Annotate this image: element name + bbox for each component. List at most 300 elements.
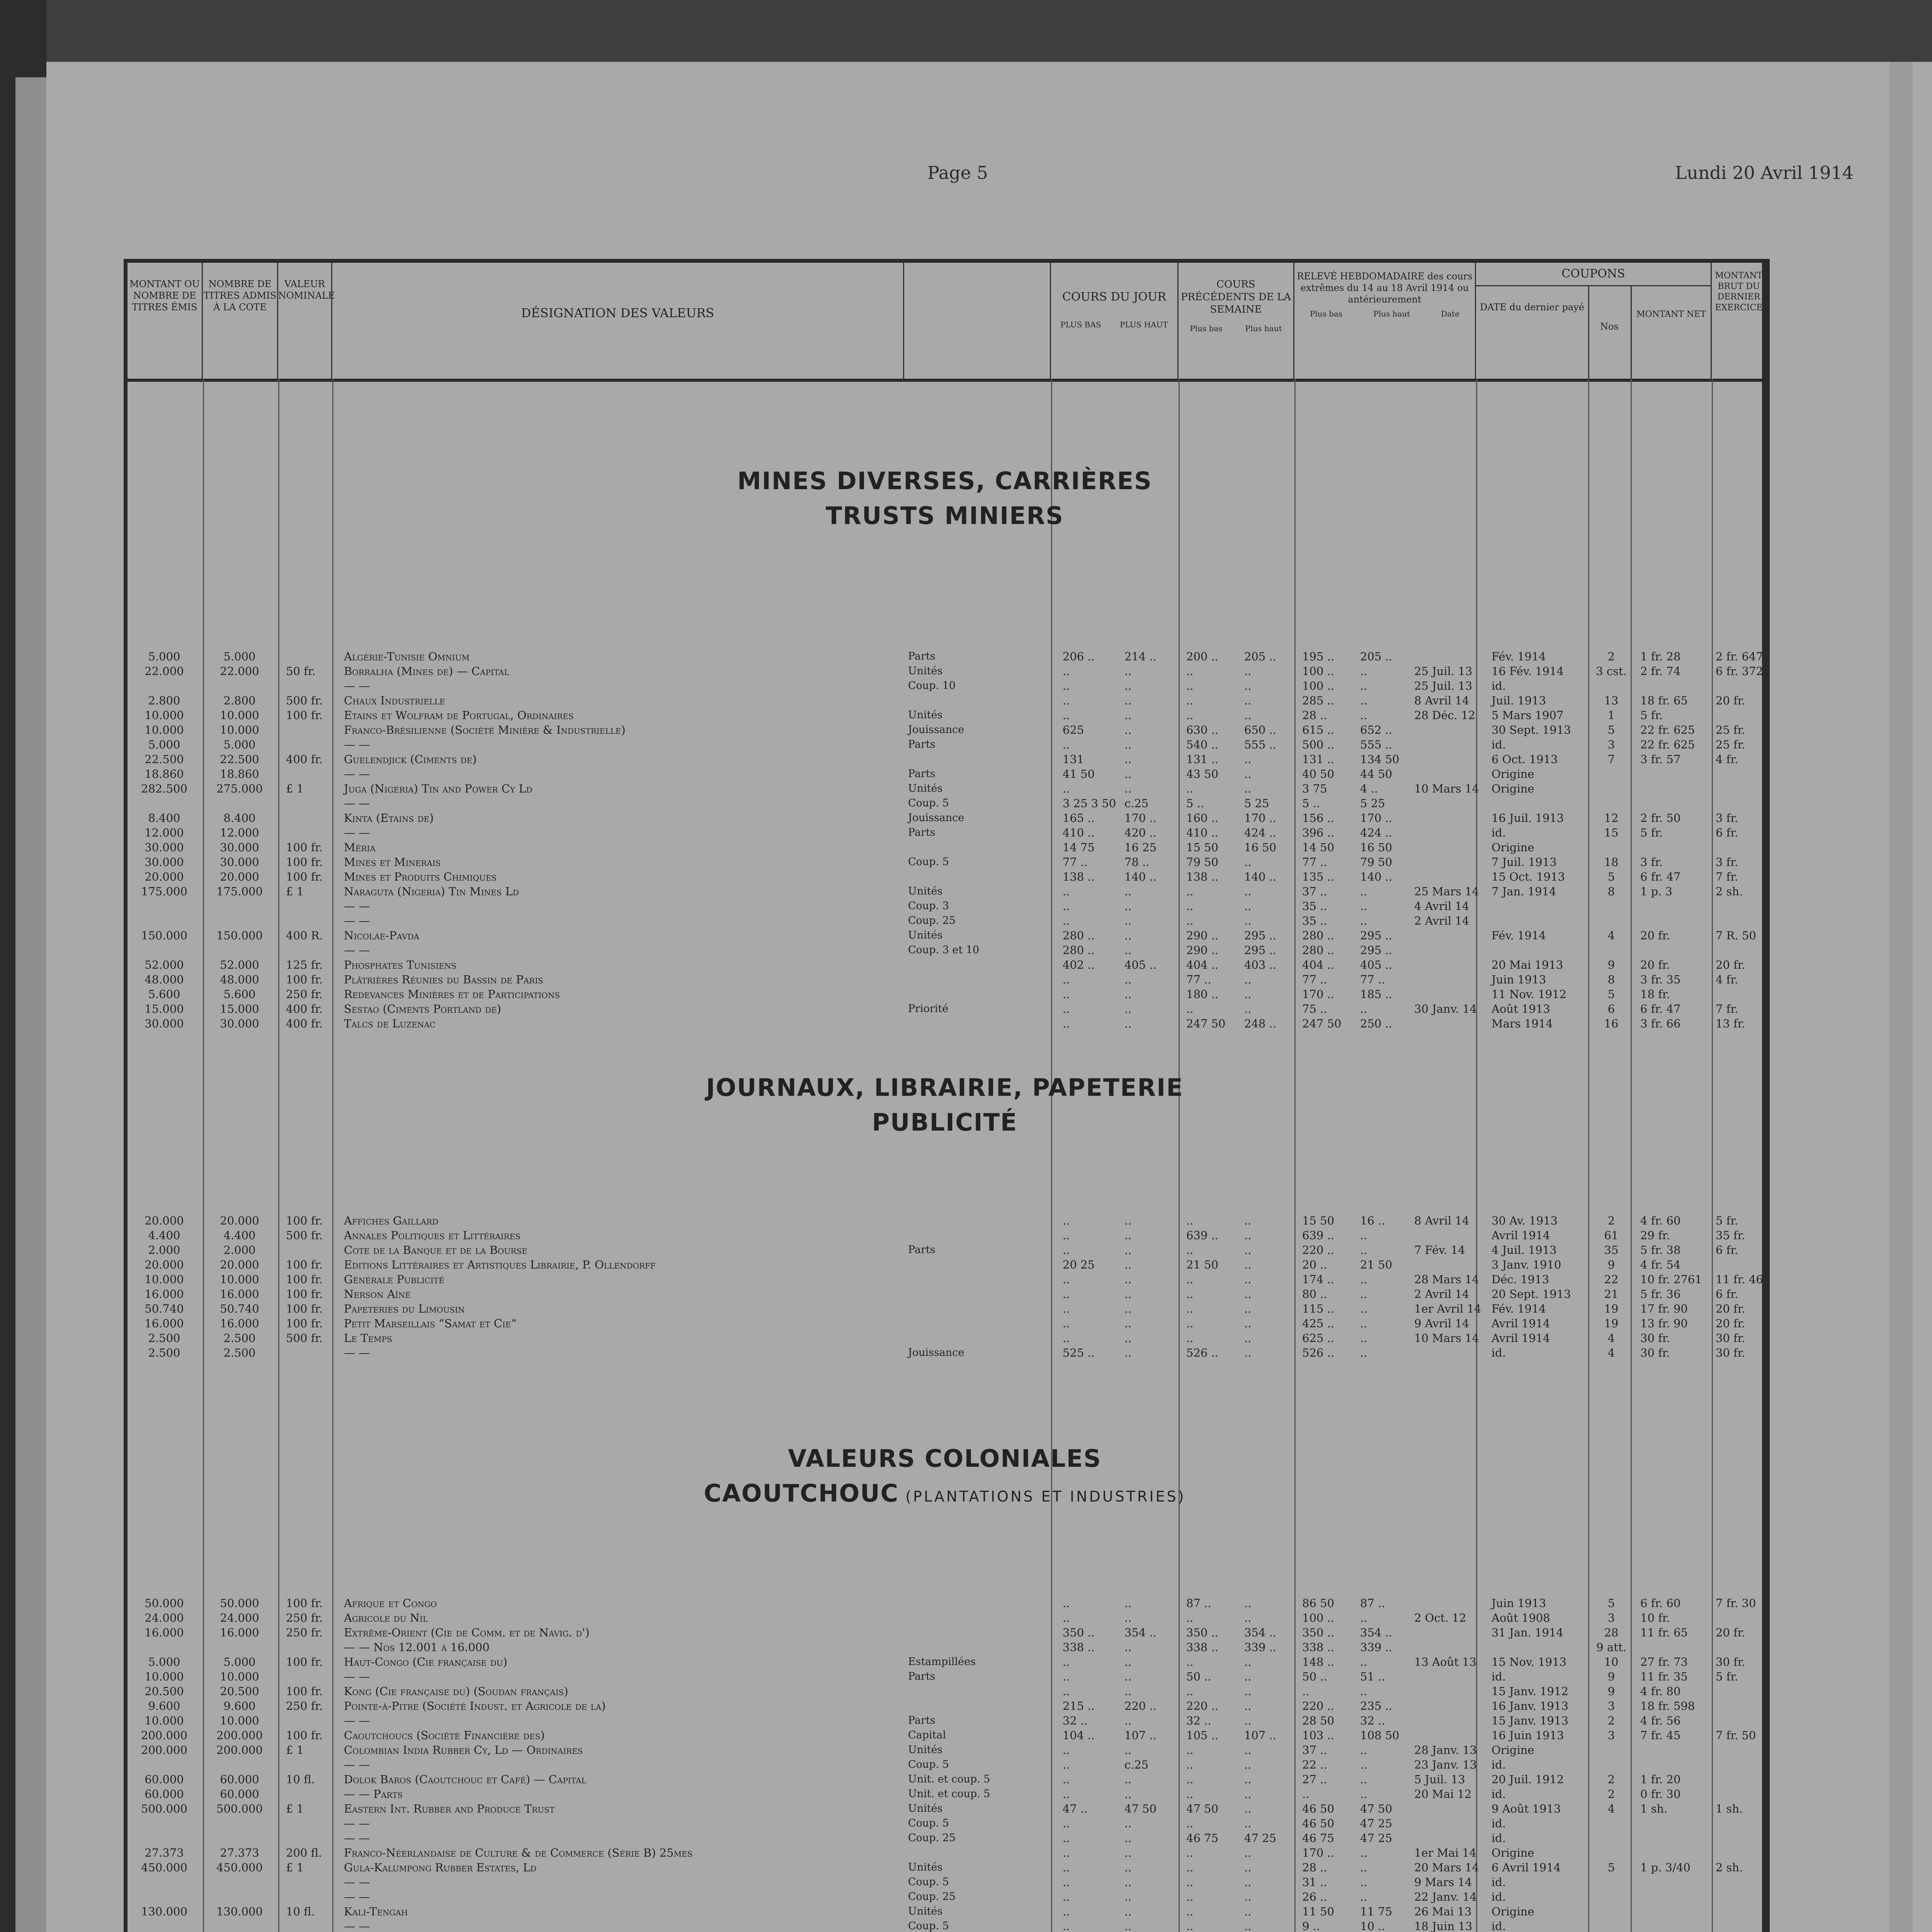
cell-montant: 24.000 bbox=[145, 1611, 184, 1624]
table-row bbox=[128, 899, 1762, 913]
cell-coupon-date: 15 Oct. 1913 bbox=[1492, 870, 1565, 883]
cell-coupon-net: 4 fr. 80 bbox=[1640, 1685, 1681, 1698]
cell-brut: 2 fr. 647 bbox=[1716, 650, 1763, 663]
cell-rel-bas: 27 .. bbox=[1302, 1773, 1327, 1786]
cell-designation: — — bbox=[344, 944, 370, 957]
cell-montant: 20.000 bbox=[145, 1214, 184, 1227]
cell-rel-haut: .. bbox=[1360, 1846, 1367, 1859]
cell-prec-bas: .. bbox=[1186, 1287, 1194, 1301]
cell-designation: Sestao (Ciments Portland de) bbox=[344, 1002, 502, 1015]
cell-brut: 30 fr. bbox=[1716, 1332, 1745, 1345]
cell-prec-bas: .. bbox=[1186, 1273, 1194, 1286]
cell-categorie: Unit. et coup. 5 bbox=[908, 1788, 990, 1800]
cell-valeur: 500 fr. bbox=[286, 694, 323, 707]
cell-rel-bas: 14 50 bbox=[1302, 841, 1335, 854]
cell-jour-bas: .. bbox=[1063, 1597, 1070, 1610]
cell-coupon-net: 1 fr. 20 bbox=[1640, 1773, 1681, 1786]
cell-rel-date: 28 Déc. 12 bbox=[1414, 709, 1476, 722]
cell-rel-bas: 404 .. bbox=[1302, 958, 1335, 971]
cell-categorie: Unités bbox=[908, 929, 943, 941]
cell-coupon-numero: 12 bbox=[1604, 811, 1619, 825]
cell-rel-bas: 350 .. bbox=[1302, 1626, 1335, 1639]
cell-coupon-net: 17 fr. 90 bbox=[1640, 1302, 1688, 1315]
cell-coupon-net: 2 fr. 50 bbox=[1640, 811, 1681, 825]
table-row bbox=[128, 1919, 1762, 1932]
cell-coupon-net: 1 p. 3 bbox=[1640, 885, 1673, 898]
cell-designation: Extrême-Orient (Cie de Comm. et de Navig. d') bbox=[344, 1626, 590, 1639]
cell-brut: 25 fr. bbox=[1716, 738, 1745, 751]
section-title bbox=[128, 464, 1762, 533]
cell-jour-haut: 420 .. bbox=[1124, 826, 1157, 839]
cell-coupon-date: 15 Janv. 1912 bbox=[1492, 1685, 1568, 1698]
cell-prec-bas: 180 .. bbox=[1186, 988, 1219, 1001]
cell-prec-bas: 79 50 bbox=[1186, 855, 1219, 869]
cell-nombre: 10.000 bbox=[220, 1670, 259, 1683]
cell-coupon-date: 7 Jan. 1914 bbox=[1492, 885, 1556, 898]
cours-jour-bas: PLUS BAS bbox=[1060, 320, 1101, 329]
cell-nombre: 20.000 bbox=[220, 1258, 259, 1271]
cell-rel-haut: 47 25 bbox=[1360, 1817, 1393, 1830]
cell-valeur: 250 fr. bbox=[286, 988, 323, 1001]
cell-nombre: 27.373 bbox=[220, 1846, 259, 1859]
cell-rel-bas: 9 .. bbox=[1302, 1920, 1320, 1932]
cell-jour-haut: 170 .. bbox=[1124, 811, 1157, 825]
cell-brut: 30 fr. bbox=[1716, 1346, 1745, 1359]
cell-jour-haut: .. bbox=[1124, 973, 1132, 986]
cell-brut: 13 fr. bbox=[1716, 1017, 1745, 1030]
cell-rel-bas: 639 .. bbox=[1302, 1229, 1335, 1242]
cell-jour-bas: .. bbox=[1063, 694, 1070, 707]
cell-coupon-net: 4 fr. 56 bbox=[1640, 1714, 1681, 1727]
col-designation: DÉSIGNATION DES VALEURS bbox=[332, 263, 904, 379]
cell-coupon-net: 11 fr. 65 bbox=[1640, 1626, 1688, 1639]
cell-prec-bas: 138 .. bbox=[1186, 870, 1219, 883]
cell-prec-haut: 424 .. bbox=[1244, 826, 1277, 839]
cell-prec-haut: 140 .. bbox=[1244, 870, 1277, 883]
cell-rel-haut: 555 .. bbox=[1360, 738, 1393, 751]
cell-jour-haut: .. bbox=[1124, 1846, 1132, 1859]
page-edge-shadow bbox=[1889, 62, 1913, 1932]
cell-prec-haut: .. bbox=[1244, 1699, 1252, 1713]
quotations-table bbox=[124, 259, 1770, 1932]
table-row bbox=[128, 1228, 1762, 1243]
cell-valeur: 200 fl. bbox=[286, 1846, 322, 1859]
cell-prec-bas: .. bbox=[1186, 914, 1194, 927]
table-row bbox=[128, 649, 1762, 664]
cell-rel-bas: 526 .. bbox=[1302, 1346, 1335, 1359]
cell-coupon-date: 15 Janv. 1913 bbox=[1492, 1714, 1568, 1727]
cell-rel-haut: .. bbox=[1360, 1773, 1367, 1786]
cell-jour-haut: .. bbox=[1124, 1743, 1132, 1757]
cell-rel-haut: .. bbox=[1360, 1611, 1367, 1624]
cell-coupon-date: id. bbox=[1492, 1920, 1506, 1932]
cell-rel-bas: 75 .. bbox=[1302, 1002, 1327, 1015]
cell-prec-haut: .. bbox=[1244, 1332, 1252, 1345]
cell-coupon-date: id. bbox=[1492, 1832, 1506, 1845]
cell-rel-bas: 115 .. bbox=[1302, 1302, 1335, 1315]
cell-rel-bas: 35 .. bbox=[1302, 914, 1327, 927]
cell-coupon-net: 5 fr. bbox=[1640, 709, 1663, 722]
cell-jour-haut: 107 .. bbox=[1124, 1729, 1157, 1742]
cell-brut: 5 fr. bbox=[1716, 1670, 1738, 1683]
cell-jour-bas: 338 .. bbox=[1063, 1641, 1095, 1654]
cell-rel-haut: 47 25 bbox=[1360, 1832, 1393, 1845]
cell-coupon-net: 1 fr. 28 bbox=[1640, 650, 1681, 663]
cell-rel-haut: 10 .. bbox=[1360, 1920, 1385, 1932]
table-row bbox=[128, 767, 1762, 781]
cell-brut: 7 fr. bbox=[1716, 870, 1738, 883]
cell-brut: 20 fr. bbox=[1716, 1302, 1745, 1315]
cell-jour-haut: .. bbox=[1124, 1655, 1132, 1668]
cell-jour-bas: 47 .. bbox=[1063, 1802, 1088, 1815]
cell-designation: Talcs de Luzenac bbox=[344, 1017, 435, 1030]
cell-coupon-numero: 28 bbox=[1604, 1626, 1619, 1639]
cell-jour-bas: .. bbox=[1063, 1861, 1070, 1874]
cell-jour-bas: 104 .. bbox=[1063, 1729, 1095, 1742]
cell-jour-bas: .. bbox=[1063, 709, 1070, 722]
cell-rel-haut: 51 .. bbox=[1360, 1670, 1385, 1683]
cell-prec-haut: .. bbox=[1244, 1302, 1252, 1315]
table-row bbox=[128, 1816, 1762, 1831]
cell-prec-bas: 247 50 bbox=[1186, 1017, 1226, 1030]
cell-rel-date: 9 Mars 14 bbox=[1414, 1876, 1472, 1889]
cell-rel-haut: .. bbox=[1360, 1346, 1367, 1359]
cours-jour-label: COURS DU JOUR bbox=[1062, 290, 1166, 304]
table-row bbox=[128, 825, 1762, 840]
cell-nombre: 2.800 bbox=[223, 694, 256, 707]
cell-coupon-date: Origine bbox=[1492, 1743, 1534, 1757]
cell-coupon-numero: 8 bbox=[1607, 885, 1615, 898]
table-row bbox=[128, 693, 1762, 708]
cell-jour-bas: .. bbox=[1063, 1832, 1070, 1845]
cell-rel-date: 26 Mai 13 bbox=[1414, 1905, 1472, 1918]
cell-rel-haut: 16 50 bbox=[1360, 841, 1393, 854]
cell-valeur: 100 fr. bbox=[286, 1258, 323, 1271]
cell-designation: Algérie-Tunisie Omnium bbox=[344, 650, 470, 663]
cell-nombre: 15.000 bbox=[220, 1002, 259, 1015]
cell-rel-haut: .. bbox=[1360, 1861, 1367, 1874]
cell-montant: 15.000 bbox=[145, 1002, 184, 1015]
cell-prec-bas: .. bbox=[1186, 1214, 1194, 1227]
cell-jour-haut: .. bbox=[1124, 914, 1132, 927]
table-row bbox=[128, 1728, 1762, 1743]
cell-prec-haut: .. bbox=[1244, 1346, 1252, 1359]
cell-designation: Borralha (Mines de) — Capital bbox=[344, 665, 509, 678]
cell-prec-bas: .. bbox=[1186, 694, 1194, 707]
table-row bbox=[128, 796, 1762, 811]
cell-designation: — — bbox=[344, 738, 370, 751]
releve-bas: Plus bas bbox=[1310, 309, 1343, 318]
cell-prec-bas: .. bbox=[1186, 782, 1194, 795]
cell-valeur: 10 fl. bbox=[286, 1905, 315, 1918]
table-row bbox=[128, 1257, 1762, 1272]
cell-rel-haut: 21 50 bbox=[1360, 1258, 1393, 1271]
cell-jour-bas: .. bbox=[1063, 1758, 1070, 1771]
col-coupons bbox=[1476, 263, 1712, 379]
cell-prec-haut: .. bbox=[1244, 1655, 1252, 1668]
cell-prec-bas: 5 .. bbox=[1186, 797, 1204, 810]
cell-prec-haut: 170 .. bbox=[1244, 811, 1277, 825]
cell-rel-date: 25 Juil. 13 bbox=[1414, 665, 1473, 678]
cell-rel-haut: .. bbox=[1360, 1273, 1367, 1286]
cell-rel-haut: .. bbox=[1360, 665, 1367, 678]
cell-montant: 20.500 bbox=[145, 1685, 184, 1698]
cell-rel-date: 20 Mars 14 bbox=[1414, 1861, 1479, 1874]
cell-categorie: Coup. 5 bbox=[908, 1876, 949, 1888]
cours-jour-haut: PLUS HAUT bbox=[1120, 320, 1168, 329]
cell-montant: 30.000 bbox=[145, 855, 184, 869]
cell-categorie: Jouissance bbox=[908, 1347, 964, 1359]
cell-jour-haut: .. bbox=[1124, 944, 1132, 957]
cell-coupon-numero: 3 bbox=[1607, 1699, 1615, 1713]
cell-prec-bas: 630 .. bbox=[1186, 723, 1219, 736]
cell-designation: Nicolae-Pavda bbox=[344, 929, 419, 942]
table-row bbox=[128, 1757, 1762, 1772]
table-row bbox=[128, 1287, 1762, 1301]
cell-rel-haut: 205 .. bbox=[1360, 650, 1393, 663]
cell-valeur: 100 fr. bbox=[286, 1302, 323, 1315]
table-row bbox=[128, 957, 1762, 972]
cell-rel-bas: 280 .. bbox=[1302, 944, 1335, 957]
cell-prec-bas: 15 50 bbox=[1186, 841, 1219, 854]
cell-nombre: 5.600 bbox=[223, 988, 256, 1001]
cell-rel-haut: 339 .. bbox=[1360, 1641, 1393, 1654]
cell-coupon-net: 5 fr. bbox=[1640, 826, 1663, 839]
cell-coupon-numero: 2 bbox=[1607, 1787, 1615, 1801]
cell-rel-bas: 26 .. bbox=[1302, 1890, 1327, 1903]
cell-rel-bas: 77 .. bbox=[1302, 973, 1327, 986]
cell-jour-haut: .. bbox=[1124, 1670, 1132, 1683]
col-releve bbox=[1294, 263, 1476, 379]
cell-prec-haut: .. bbox=[1244, 1905, 1252, 1918]
cell-rel-date: 9 Avril 14 bbox=[1414, 1317, 1469, 1330]
cell-rel-bas: 247 50 bbox=[1302, 1017, 1342, 1030]
cell-jour-haut: .. bbox=[1124, 1002, 1132, 1015]
cell-rel-bas: 100 .. bbox=[1302, 1611, 1335, 1624]
cell-prec-bas: 43 50 bbox=[1186, 767, 1219, 781]
cell-prec-bas: 87 .. bbox=[1186, 1597, 1211, 1610]
cell-prec-haut: 650 .. bbox=[1244, 723, 1277, 736]
cell-coupon-net: 6 fr. 47 bbox=[1640, 870, 1681, 883]
section-title-line: TRUSTS MINIERS bbox=[825, 501, 1064, 530]
cell-prec-bas: 46 75 bbox=[1186, 1832, 1219, 1845]
cell-prec-haut: .. bbox=[1244, 988, 1252, 1001]
cell-designation: — — bbox=[344, 900, 370, 913]
cell-jour-bas: .. bbox=[1063, 1002, 1070, 1015]
cell-rel-haut: 140 .. bbox=[1360, 870, 1393, 883]
cell-montant: 2.500 bbox=[148, 1346, 180, 1359]
cell-coupon-net: 29 fr. bbox=[1640, 1229, 1670, 1242]
table-row bbox=[128, 928, 1762, 943]
cell-categorie: Estampillées bbox=[908, 1656, 976, 1668]
cell-coupon-date: Origine bbox=[1492, 1905, 1534, 1918]
cell-prec-haut: .. bbox=[1244, 782, 1252, 795]
cell-nombre: 4.400 bbox=[223, 1229, 256, 1242]
cell-montant: 2.500 bbox=[148, 1332, 180, 1345]
cell-valeur: £ 1 bbox=[286, 1802, 304, 1815]
cell-coupon-numero: 3 bbox=[1607, 738, 1615, 751]
cell-designation: Gula-Kalumpong Rubber Estates, Ld bbox=[344, 1861, 537, 1874]
cell-prec-bas: 410 .. bbox=[1186, 826, 1219, 839]
cell-jour-bas: 77 .. bbox=[1063, 855, 1088, 869]
cell-designation: Etains et Wolfram de Portugal, Ordinaires bbox=[344, 709, 574, 722]
cell-jour-bas: .. bbox=[1063, 1787, 1070, 1801]
cell-coupon-date: Origine bbox=[1492, 1846, 1534, 1859]
table-row bbox=[128, 1611, 1762, 1625]
cell-brut: 6 fr. bbox=[1716, 1287, 1738, 1301]
cell-montant: 52.000 bbox=[145, 958, 184, 971]
cell-valeur: 10 fl. bbox=[286, 1773, 315, 1786]
cell-designation: Franco-Néerlandaise de Culture & de Commerce (Série B) 25mes bbox=[344, 1846, 693, 1859]
cell-rel-haut: .. bbox=[1360, 1332, 1367, 1345]
cell-prec-bas: 160 .. bbox=[1186, 811, 1219, 825]
cell-valeur: 100 fr. bbox=[286, 1685, 323, 1698]
cell-prec-bas: 540 .. bbox=[1186, 738, 1219, 751]
cell-coupon-date: id. bbox=[1492, 1346, 1506, 1359]
cell-nombre: 30.000 bbox=[220, 1017, 259, 1030]
cell-nombre: 24.000 bbox=[220, 1611, 259, 1624]
cell-montant: 175.000 bbox=[141, 885, 187, 898]
cell-jour-bas: .. bbox=[1063, 1670, 1070, 1683]
cell-prec-bas: .. bbox=[1186, 1743, 1194, 1757]
table-row bbox=[128, 781, 1762, 796]
cell-nombre: 2.500 bbox=[223, 1346, 256, 1359]
cell-rel-bas: 28 .. bbox=[1302, 709, 1327, 722]
cell-jour-bas: .. bbox=[1063, 1846, 1070, 1859]
cell-designation: Pointe-à-Pitre (Société Indust. et Agricole de la) bbox=[344, 1699, 606, 1713]
cell-rel-bas: 28 .. bbox=[1302, 1861, 1327, 1874]
cell-prec-bas: .. bbox=[1186, 665, 1194, 678]
cell-jour-bas: .. bbox=[1063, 738, 1070, 751]
table-row bbox=[128, 1772, 1762, 1787]
cell-rel-haut: 295 .. bbox=[1360, 929, 1393, 942]
table-row bbox=[128, 664, 1762, 679]
cell-designation: Eastern Int. Rubber and Produce Trust bbox=[344, 1802, 555, 1815]
cell-montant: 200.000 bbox=[141, 1743, 187, 1757]
cell-rel-haut: 405 .. bbox=[1360, 958, 1393, 971]
cell-montant: 10.000 bbox=[145, 1714, 184, 1727]
cell-jour-haut: .. bbox=[1124, 1817, 1132, 1830]
cell-valeur: £ 1 bbox=[286, 782, 304, 795]
cell-rel-haut: 250 .. bbox=[1360, 1017, 1393, 1030]
cell-valeur: 125 fr. bbox=[286, 958, 323, 971]
cell-prec-haut: 354 .. bbox=[1244, 1626, 1277, 1639]
col-valeur: VALEUR NOMINALE bbox=[278, 263, 332, 379]
table-row bbox=[128, 913, 1762, 928]
cell-designation: — — bbox=[344, 826, 370, 839]
cell-designation: Kong (Cie française du) (Soudan français) bbox=[344, 1685, 568, 1698]
cell-jour-haut: .. bbox=[1124, 679, 1132, 692]
section-title-line: CAOUTCHOUC bbox=[704, 1479, 899, 1507]
cell-jour-haut: .. bbox=[1124, 1832, 1132, 1845]
cell-jour-bas: .. bbox=[1063, 885, 1070, 898]
cell-designation: Afrique et Congo bbox=[344, 1597, 437, 1610]
cell-jour-bas: .. bbox=[1063, 1876, 1070, 1889]
cell-jour-bas: 280 .. bbox=[1063, 944, 1095, 957]
cell-jour-bas: .. bbox=[1063, 1773, 1070, 1786]
cell-jour-bas: .. bbox=[1063, 1273, 1070, 1286]
section-title-line: PUBLICITÉ bbox=[872, 1108, 1018, 1136]
cell-rel-bas: 100 .. bbox=[1302, 679, 1335, 692]
cell-rel-haut: .. bbox=[1360, 1287, 1367, 1301]
cell-montant: 50.740 bbox=[145, 1302, 184, 1315]
cell-jour-haut: 405 .. bbox=[1124, 958, 1157, 971]
cell-montant: 22.000 bbox=[145, 665, 184, 678]
section-2 bbox=[128, 1441, 1762, 1511]
cell-jour-haut: 354 .. bbox=[1124, 1626, 1157, 1639]
cell-coupon-numero: 2 bbox=[1607, 650, 1615, 663]
cell-coupon-numero: 7 bbox=[1607, 753, 1615, 766]
cell-rel-haut: .. bbox=[1360, 1876, 1367, 1889]
cell-rel-bas: 31 .. bbox=[1302, 1876, 1327, 1889]
cell-nombre: 130.000 bbox=[216, 1905, 263, 1918]
cell-brut: 2 sh. bbox=[1716, 1861, 1743, 1874]
cell-categorie: Unités bbox=[908, 1803, 943, 1815]
cell-montant: 8.400 bbox=[148, 811, 180, 825]
cell-prec-bas: 220 .. bbox=[1186, 1699, 1219, 1713]
cell-coupon-net: 5 fr. 38 bbox=[1640, 1243, 1681, 1257]
cell-rel-bas: 615 .. bbox=[1302, 723, 1335, 736]
cell-montant: 27.373 bbox=[145, 1846, 184, 1859]
table-row bbox=[128, 811, 1762, 825]
cell-coupon-net: 18 fr. bbox=[1640, 988, 1670, 1001]
table-row bbox=[128, 1684, 1762, 1699]
cell-categorie: Parts bbox=[908, 1670, 935, 1682]
cell-valeur: 400 fr. bbox=[286, 753, 323, 766]
cell-nombre: 9.600 bbox=[223, 1699, 256, 1713]
cell-categorie: Jouissance bbox=[908, 724, 964, 736]
cell-rel-haut: 47 50 bbox=[1360, 1802, 1393, 1815]
cell-jour-haut: .. bbox=[1124, 1861, 1132, 1874]
cell-brut: 6 fr. 372 bbox=[1716, 665, 1763, 678]
cell-prec-bas: 200 .. bbox=[1186, 650, 1219, 663]
cell-coupon-numero: 21 bbox=[1604, 1287, 1619, 1301]
cell-montant: 16.000 bbox=[145, 1317, 184, 1330]
cell-categorie: Unités bbox=[908, 1905, 943, 1917]
page-date: Lundi 20 Avril 1914 bbox=[1675, 162, 1854, 183]
cell-rel-date: 28 Mars 14 bbox=[1414, 1273, 1479, 1286]
cell-montant: 30.000 bbox=[145, 1017, 184, 1030]
table-row bbox=[128, 1345, 1762, 1360]
cell-rel-haut: .. bbox=[1360, 914, 1367, 927]
cell-prec-haut: .. bbox=[1244, 900, 1252, 913]
cell-nombre: 12.000 bbox=[220, 826, 259, 839]
cell-rel-bas: 37 .. bbox=[1302, 885, 1327, 898]
cell-nombre: 52.000 bbox=[220, 958, 259, 971]
cell-prec-bas: 21 50 bbox=[1186, 1258, 1219, 1271]
section-title-line: JOURNAUX, LIBRAIRIE, PAPETERIE bbox=[706, 1073, 1184, 1102]
table-row bbox=[128, 1316, 1762, 1331]
cell-montant: 10.000 bbox=[145, 1273, 184, 1286]
cell-nombre: 10.000 bbox=[220, 1714, 259, 1727]
cell-rel-haut: .. bbox=[1360, 1302, 1367, 1315]
cell-prec-haut: .. bbox=[1244, 709, 1252, 722]
cell-prec-haut: .. bbox=[1244, 1920, 1252, 1932]
cell-brut: 30 fr. bbox=[1716, 1655, 1745, 1668]
cell-prec-bas: 50 .. bbox=[1186, 1670, 1211, 1683]
cell-jour-bas: 625 bbox=[1063, 723, 1084, 736]
cell-valeur: 100 fr. bbox=[286, 1655, 323, 1668]
cell-coupon-date: 16 Janv. 1913 bbox=[1492, 1699, 1568, 1713]
cell-designation: Phosphates Tunisiens bbox=[344, 958, 457, 971]
cell-coupon-date: Avril 1914 bbox=[1492, 1229, 1550, 1242]
cell-nombre: 50.000 bbox=[220, 1597, 259, 1610]
cell-coupon-numero: 5 bbox=[1607, 1861, 1615, 1874]
col-cours-prec bbox=[1179, 263, 1294, 379]
cell-jour-bas: 402 .. bbox=[1063, 958, 1095, 971]
table-row bbox=[128, 884, 1762, 899]
cell-nombre: 450.000 bbox=[216, 1861, 263, 1874]
